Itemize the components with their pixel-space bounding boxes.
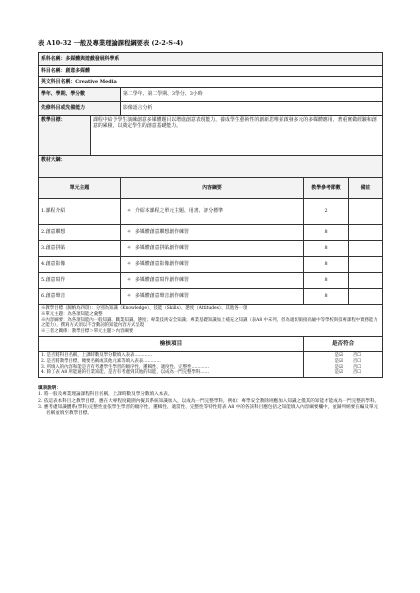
page-title: 表 A10-32 一般及專業理論課程綱要表 (2-2-S-4) — [38, 40, 184, 47]
table-row: 1.課程介紹 ✧ 介紹本課程之單元主題、用書、評分標準 2 — [39, 199, 383, 225]
header-content: 內容綱要 — [121, 178, 304, 199]
header-hours: 教學參考節數 — [304, 178, 349, 199]
bullet-icon: ✧ — [126, 208, 132, 215]
footnote: 1. 將一般及專業理論課程科目名稱，上課時數及學分數填入本表。 — [38, 392, 173, 398]
goal-label: 教學目標： — [39, 116, 91, 156]
no-checkbox[interactable]: 否☐ — [352, 358, 362, 364]
checklist-header-item: 檢核項目 — [39, 336, 304, 351]
checklist-body — [39, 351, 383, 377]
note-line: ※三者之關係：教學目標＞單元主題＞內容綱要 — [41, 329, 134, 335]
yes-checkbox[interactable]: 是☑ — [334, 364, 343, 370]
footnotes — [38, 386, 382, 417]
checklist-item: 4. 除了表 A8 所能通的行業知能，是否有考慮到其他的知能，以成為一門完整學科…… — [41, 370, 210, 376]
course-name-row: 科目名稱：創意多媒體 — [39, 66, 383, 77]
checklist-item: 1. 是否將科目名稱，上課時數及學分數填入表表………… — [41, 352, 152, 358]
outline-label: 教材大綱： — [39, 156, 383, 178]
footnotes-title: 填表說明： — [38, 386, 61, 392]
bullet-icon: ✧ — [126, 245, 132, 252]
table-row: 5.創意寫作 ✧ 多媒體創意寫作創作練習 8 — [39, 273, 383, 289]
footnote: 2. 依這表本科目之教學目標，應在大專程度範圍內擬其系統知識加入，以成為一門完整學科，例如：專學安全教除則應加入知識之僅其的知能才能成為一門完整的學科。 — [38, 398, 380, 404]
bullet-icon: ✧ — [126, 229, 132, 236]
semester-label: 學年、學期、學分數 — [39, 88, 121, 102]
no-checkbox[interactable]: 否☐ — [352, 370, 362, 376]
bullet-icon: ✧ — [126, 277, 132, 284]
table-row: 3.創意拼貼 ✧ 多媒體創意拼貼創作練習 8 — [39, 241, 383, 257]
header-remark: 備註 — [349, 178, 383, 199]
bullet-icon: ✧ — [126, 261, 132, 268]
group-row: 系科名稱：多媒體與遊戲發展科學系 — [39, 53, 383, 66]
prereq-label: 先修科目或先備能力 — [39, 102, 121, 116]
no-checkbox[interactable]: 否☐ — [352, 364, 362, 370]
checklist-item: 3. 所填入的內容和能是否有考慮學生學習的順序性、邏輯性、適度性、完整性………… — [41, 364, 210, 370]
yes-checkbox[interactable]: 是☑ — [334, 370, 343, 376]
note-line: ※內容綱要：為各項知能內一般知識、職業知識、態度；專業技術安全知識；專業基礎知識加上補充之知識（表A8 中末列，但為適切銜接高級中等學校與技專課程中實務能力之能力），撰寫方式須以不含動詞的知能內容方式呈現 — [41, 317, 378, 329]
footnote: 3. 應考慮知識體系(學科)完整性並依學生學習的順序性、邏輯性、適當性、完整性等特性將表 A8 中的各該科目應包括之知能填入內容綱要欄中，並歸列納要在編及單元名稱並填至教學目標。 — [38, 404, 379, 416]
bullet-icon: ✧ — [126, 293, 132, 300]
header-unit: 單元主題 — [39, 178, 121, 199]
goal-text: 課程中給予學生演練創意多媒體題目以增進創意表現能力，養成學生藝術性的創新思唯並啟發多元的多媒體應用，著重實做經驗和創意的累積，以奠定學生的創意基礎能力。 — [91, 116, 383, 156]
no-checkbox[interactable]: 否☐ — [352, 352, 362, 358]
course-en-row: 英文科目名稱：Creative Media — [39, 77, 383, 88]
notes-row — [39, 305, 383, 337]
table-row: 2.創意聯想 ✧ 多媒體創意聯想創作練習 8 — [39, 225, 383, 241]
note-line: ※教學目標（歸納為四項）：分別為知識（Knowledge）、技能（Skills）、態度（Attitudes）、其他各一項 — [41, 306, 248, 311]
yes-checkbox[interactable]: 是☑ — [334, 358, 343, 364]
prereq-value: 影像語言分析 — [121, 102, 383, 116]
note-line: ※單元主題：為各項知能之彙整 — [41, 311, 103, 317]
yes-checkbox[interactable]: 是☑ — [334, 352, 343, 358]
table-row: 6.創意聲音 ✧ 多媒體創意聲音創作練習 8 — [39, 289, 383, 305]
checklist-item: 2. 是否將教學目標，總要名稱或其他元素等填入表表………… — [41, 358, 161, 364]
table-row: 4.創意影像 ✧ 多媒體創意影像創作練習 8 — [39, 257, 383, 273]
syllabus-table — [38, 52, 383, 378]
syllabus-page — [38, 38, 382, 417]
checklist-header-result: 是否符合 — [304, 336, 383, 351]
semester-value: 第二學年、第二學期、3學分、3小時 — [121, 88, 383, 102]
